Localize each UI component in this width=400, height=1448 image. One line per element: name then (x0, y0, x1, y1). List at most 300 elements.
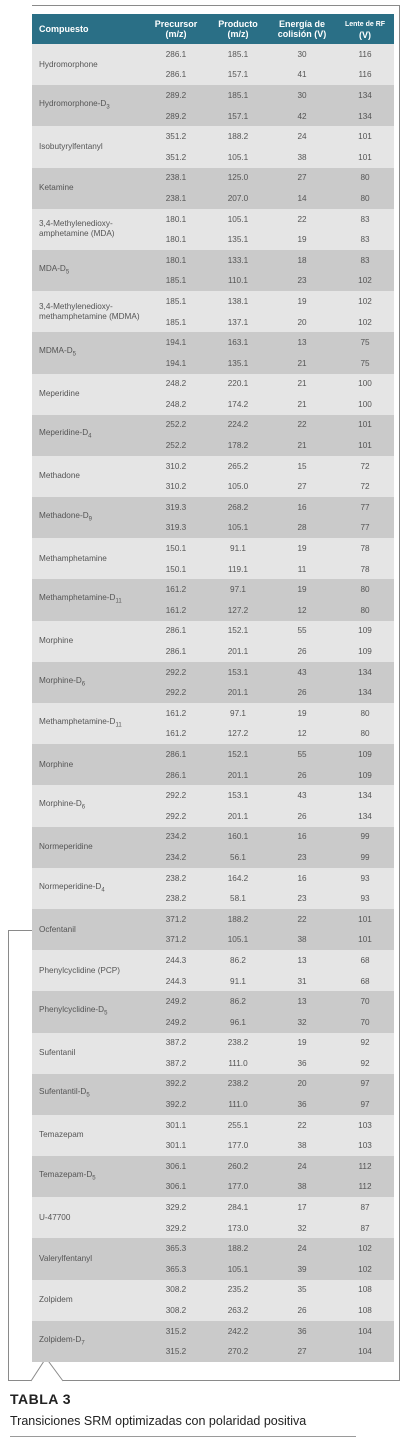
precursor-mz: 315.2 (144, 1321, 208, 1342)
collision-energy: 38 (268, 147, 336, 168)
rf-lens: 102 (336, 312, 394, 333)
product-mz: 268.2 (208, 497, 268, 518)
product-mz: 111.0 (208, 1094, 268, 1115)
table-row (32, 785, 394, 806)
compound-name: Phenylcyclidine (PCP) (32, 950, 144, 991)
collision-energy: 24 (268, 126, 336, 147)
product-mz: 263.2 (208, 1300, 268, 1321)
compound-name: 3,4-Methylenedioxy-methamphetamine (MDMA) (32, 291, 144, 332)
precursor-mz: 244.3 (144, 971, 208, 992)
product-mz: 86.2 (208, 950, 268, 971)
rf-lens: 93 (336, 888, 394, 909)
collision-energy: 39 (268, 1259, 336, 1280)
table-row (32, 1197, 394, 1218)
rf-lens: 134 (336, 106, 394, 127)
collision-energy: 36 (268, 1321, 336, 1342)
header-collision-energy: Energía de colisión (V) (268, 14, 336, 44)
compound-name: Normeperidine-$D_4$ (32, 868, 144, 909)
rf-lens: 97 (336, 1074, 394, 1095)
collision-energy: 26 (268, 765, 336, 786)
rf-lens: 80 (336, 188, 394, 209)
table-row (32, 44, 394, 65)
precursor-mz: 365.3 (144, 1238, 208, 1259)
precursor-mz: 194.1 (144, 353, 208, 374)
frame-line-left-tick (8, 930, 32, 931)
table-row (32, 1074, 394, 1095)
collision-energy: 21 (268, 374, 336, 395)
collision-energy: 16 (268, 827, 336, 848)
collision-energy: 11 (268, 559, 336, 580)
table-row (32, 126, 394, 147)
collision-energy: 22 (268, 1115, 336, 1136)
table-row (32, 703, 394, 724)
rf-lens: 102 (336, 1259, 394, 1280)
rf-lens: 75 (336, 332, 394, 353)
header-precursor: Precursor (m/z) (144, 14, 208, 44)
collision-energy: 15 (268, 456, 336, 477)
collision-energy: 22 (268, 209, 336, 230)
precursor-mz: 351.2 (144, 147, 208, 168)
precursor-mz: 301.1 (144, 1115, 208, 1136)
precursor-mz: 289.2 (144, 106, 208, 127)
collision-energy: 27 (268, 1341, 336, 1362)
product-mz: 135.1 (208, 229, 268, 250)
rf-lens: 78 (336, 559, 394, 580)
rf-lens: 100 (336, 394, 394, 415)
rf-lens: 83 (336, 229, 394, 250)
table-row (32, 744, 394, 765)
rf-lens: 80 (336, 168, 394, 189)
precursor-mz: 315.2 (144, 1341, 208, 1362)
precursor-mz: 292.2 (144, 682, 208, 703)
compound-name: Isobutyrylfentanyl (32, 126, 144, 167)
rf-lens: 108 (336, 1280, 394, 1301)
product-mz: 235.2 (208, 1280, 268, 1301)
precursor-mz: 310.2 (144, 456, 208, 477)
precursor-mz: 249.2 (144, 991, 208, 1012)
compound-name: Phenylcyclidine-$D_5$ (32, 991, 144, 1032)
rf-lens: 93 (336, 868, 394, 889)
product-mz: 173.0 (208, 1218, 268, 1239)
precursor-mz: 150.1 (144, 538, 208, 559)
product-mz: 174.2 (208, 394, 268, 415)
product-mz: 110.1 (208, 271, 268, 292)
collision-energy: 30 (268, 44, 336, 65)
collision-energy: 13 (268, 950, 336, 971)
collision-energy: 26 (268, 1300, 336, 1321)
product-mz: 97.1 (208, 703, 268, 724)
rf-lens: 101 (336, 415, 394, 436)
compound-name: Hydromorphone-$D_3$ (32, 85, 144, 126)
caption-divider (10, 1436, 356, 1437)
table-row (32, 1280, 394, 1301)
precursor-mz: 319.3 (144, 518, 208, 539)
precursor-mz: 185.1 (144, 271, 208, 292)
product-mz: 153.1 (208, 662, 268, 683)
product-mz: 91.1 (208, 971, 268, 992)
collision-energy: 19 (268, 579, 336, 600)
precursor-mz: 371.2 (144, 909, 208, 930)
product-mz: 260.2 (208, 1156, 268, 1177)
precursor-mz: 161.2 (144, 724, 208, 745)
rf-lens: 103 (336, 1115, 394, 1136)
precursor-mz: 351.2 (144, 126, 208, 147)
precursor-mz: 185.1 (144, 291, 208, 312)
collision-energy: 24 (268, 1156, 336, 1177)
collision-energy: 35 (268, 1280, 336, 1301)
product-mz: 56.1 (208, 847, 268, 868)
table-caption-title: TABLA 3 (10, 1391, 72, 1407)
product-mz: 201.1 (208, 765, 268, 786)
compound-name: Temazepam (32, 1115, 144, 1156)
rf-lens: 116 (336, 44, 394, 65)
product-mz: 157.1 (208, 106, 268, 127)
compound-name: Zolpidem (32, 1280, 144, 1321)
compound-name: Meperidine-$D_4$ (32, 415, 144, 456)
precursor-mz: 329.2 (144, 1197, 208, 1218)
table-row (32, 332, 394, 353)
table-row (32, 579, 394, 600)
collision-energy: 38 (268, 930, 336, 951)
compound-name: Methadone-$D_9$ (32, 497, 144, 538)
compound-name: Sufentantil-$D_5$ (32, 1074, 144, 1115)
collision-energy: 36 (268, 1094, 336, 1115)
product-mz: 105.1 (208, 209, 268, 230)
precursor-mz: 387.2 (144, 1053, 208, 1074)
rf-lens: 112 (336, 1156, 394, 1177)
collision-energy: 13 (268, 332, 336, 353)
rf-lens: 72 (336, 456, 394, 477)
collision-energy: 43 (268, 785, 336, 806)
precursor-mz: 150.1 (144, 559, 208, 580)
product-mz: 105.1 (208, 930, 268, 951)
rf-lens: 102 (336, 1238, 394, 1259)
rf-lens: 134 (336, 785, 394, 806)
collision-energy: 16 (268, 497, 336, 518)
rf-lens: 87 (336, 1218, 394, 1239)
compound-name: 3,4-Methylenedioxy-amphetamine (MDA) (32, 209, 144, 250)
product-mz: 188.2 (208, 1238, 268, 1259)
product-mz: 105.1 (208, 518, 268, 539)
precursor-mz: 161.2 (144, 703, 208, 724)
rf-lens: 80 (336, 579, 394, 600)
rf-lens: 77 (336, 497, 394, 518)
product-mz: 201.1 (208, 682, 268, 703)
precursor-mz: 292.2 (144, 785, 208, 806)
product-mz: 242.2 (208, 1321, 268, 1342)
collision-energy: 26 (268, 641, 336, 662)
precursor-mz: 252.2 (144, 415, 208, 436)
table-row (32, 209, 394, 230)
collision-energy: 22 (268, 909, 336, 930)
collision-energy: 38 (268, 1177, 336, 1198)
rf-lens: 112 (336, 1177, 394, 1198)
precursor-mz: 180.1 (144, 209, 208, 230)
precursor-mz: 310.2 (144, 476, 208, 497)
table-row (32, 497, 394, 518)
product-mz: 138.1 (208, 291, 268, 312)
compound-name: MDMA-$D_5$ (32, 332, 144, 373)
rf-lens: 92 (336, 1033, 394, 1054)
product-mz: 127.2 (208, 600, 268, 621)
rf-lens: 77 (336, 518, 394, 539)
table-row (32, 415, 394, 436)
table-caption-subtitle: Transiciones SRM optimizadas con polaridad positiva (10, 1414, 307, 1428)
collision-energy: 17 (268, 1197, 336, 1218)
product-mz: 188.2 (208, 126, 268, 147)
precursor-mz: 292.2 (144, 806, 208, 827)
rf-lens: 134 (336, 682, 394, 703)
frame-line-bottom-right (62, 1380, 400, 1381)
compound-name: Sufentanil (32, 1033, 144, 1074)
frame-line-top (32, 5, 400, 6)
precursor-mz: 234.2 (144, 847, 208, 868)
product-mz: 188.2 (208, 909, 268, 930)
table-row (32, 909, 394, 930)
table-row (32, 291, 394, 312)
collision-energy: 19 (268, 703, 336, 724)
product-mz: 91.1 (208, 538, 268, 559)
compound-name: Temazepam-$D_5$ (32, 1156, 144, 1197)
rf-lens: 102 (336, 271, 394, 292)
compound-name: Morphine (32, 744, 144, 785)
collision-energy: 13 (268, 991, 336, 1012)
precursor-mz: 161.2 (144, 600, 208, 621)
compound-name: Ketamine (32, 168, 144, 209)
product-mz: 137.1 (208, 312, 268, 333)
rf-lens: 72 (336, 476, 394, 497)
precursor-mz: 238.1 (144, 188, 208, 209)
product-mz: 133.1 (208, 250, 268, 271)
rf-lens: 80 (336, 703, 394, 724)
compound-name: U-47700 (32, 1197, 144, 1238)
precursor-mz: 301.1 (144, 1135, 208, 1156)
product-mz: 86.2 (208, 991, 268, 1012)
collision-energy: 43 (268, 662, 336, 683)
rf-lens: 83 (336, 250, 394, 271)
frame-line-left (8, 930, 9, 1381)
rf-lens: 97 (336, 1094, 394, 1115)
collision-energy: 27 (268, 476, 336, 497)
collision-energy: 23 (268, 888, 336, 909)
table-row (32, 538, 394, 559)
precursor-mz: 286.1 (144, 765, 208, 786)
compound-name: MDA-$D_5$ (32, 250, 144, 291)
collision-energy: 21 (268, 394, 336, 415)
precursor-mz: 387.2 (144, 1033, 208, 1054)
product-mz: 265.2 (208, 456, 268, 477)
table-row (32, 1321, 394, 1342)
collision-energy: 26 (268, 806, 336, 827)
product-mz: 284.1 (208, 1197, 268, 1218)
header-product: Producto (m/z) (208, 14, 268, 44)
header-rf-lens: Lente de RF (V) (336, 14, 394, 44)
precursor-mz: 249.2 (144, 1012, 208, 1033)
collision-energy: 30 (268, 85, 336, 106)
precursor-mz: 252.2 (144, 435, 208, 456)
precursor-mz: 289.2 (144, 85, 208, 106)
collision-energy: 41 (268, 65, 336, 86)
compound-name: Methamphetamine-$D_{11}$ (32, 703, 144, 744)
frame-line-bottom-left (8, 1380, 32, 1381)
collision-energy: 23 (268, 271, 336, 292)
product-mz: 220.1 (208, 374, 268, 395)
product-mz: 255.1 (208, 1115, 268, 1136)
product-mz: 97.1 (208, 579, 268, 600)
precursor-mz: 329.2 (144, 1218, 208, 1239)
precursor-mz: 238.2 (144, 888, 208, 909)
precursor-mz: 319.3 (144, 497, 208, 518)
precursor-mz: 234.2 (144, 827, 208, 848)
rf-lens: 134 (336, 85, 394, 106)
rf-lens: 83 (336, 209, 394, 230)
rf-lens: 70 (336, 1012, 394, 1033)
collision-energy: 55 (268, 621, 336, 642)
collision-energy: 42 (268, 106, 336, 127)
precursor-mz: 248.2 (144, 374, 208, 395)
table-row (32, 868, 394, 889)
rf-lens: 101 (336, 930, 394, 951)
collision-energy: 19 (268, 538, 336, 559)
collision-energy: 18 (268, 250, 336, 271)
precursor-mz: 306.1 (144, 1156, 208, 1177)
table-row (32, 456, 394, 477)
compound-name: Morphine-$D_6$ (32, 785, 144, 826)
product-mz: 185.1 (208, 85, 268, 106)
collision-energy: 21 (268, 353, 336, 374)
collision-energy: 27 (268, 168, 336, 189)
precursor-mz: 286.1 (144, 641, 208, 662)
product-mz: 177.0 (208, 1135, 268, 1156)
collision-energy: 32 (268, 1218, 336, 1239)
table-header-row (32, 14, 394, 44)
precursor-mz: 371.2 (144, 930, 208, 951)
rf-lens: 78 (336, 538, 394, 559)
collision-energy: 23 (268, 847, 336, 868)
product-mz: 125.0 (208, 168, 268, 189)
precursor-mz: 286.1 (144, 65, 208, 86)
product-mz: 177.0 (208, 1177, 268, 1198)
precursor-mz: 194.1 (144, 332, 208, 353)
precursor-mz: 392.2 (144, 1094, 208, 1115)
rf-lens: 109 (336, 641, 394, 662)
rf-lens: 102 (336, 291, 394, 312)
rf-lens: 80 (336, 600, 394, 621)
rf-lens: 68 (336, 950, 394, 971)
header-compound: Compuesto (32, 14, 144, 44)
rf-lens: 87 (336, 1197, 394, 1218)
table-row (32, 374, 394, 395)
precursor-mz: 286.1 (144, 744, 208, 765)
table-row (32, 250, 394, 271)
compound-name: Normeperidine (32, 827, 144, 868)
collision-energy: 12 (268, 600, 336, 621)
rf-lens: 134 (336, 806, 394, 827)
precursor-mz: 292.2 (144, 662, 208, 683)
compound-name: Morphine-$D_6$ (32, 662, 144, 703)
rf-lens: 104 (336, 1341, 394, 1362)
rf-lens: 99 (336, 827, 394, 848)
product-mz: 270.2 (208, 1341, 268, 1362)
rf-lens: 101 (336, 435, 394, 456)
table-row (32, 991, 394, 1012)
product-mz: 164.2 (208, 868, 268, 889)
rf-lens: 104 (336, 1321, 394, 1342)
compound-name: Morphine (32, 621, 144, 662)
precursor-mz: 286.1 (144, 44, 208, 65)
collision-energy: 20 (268, 1074, 336, 1095)
rf-lens: 116 (336, 65, 394, 86)
product-mz: 163.1 (208, 332, 268, 353)
compound-name: Valerylfentanyl (32, 1238, 144, 1279)
precursor-mz: 308.2 (144, 1280, 208, 1301)
product-mz: 201.1 (208, 806, 268, 827)
rf-lens: 75 (336, 353, 394, 374)
compound-name: Zolpidem-$D_7$ (32, 1321, 144, 1362)
table-row (32, 827, 394, 848)
rf-lens: 109 (336, 765, 394, 786)
product-mz: 105.1 (208, 147, 268, 168)
table-row (32, 168, 394, 189)
rf-lens: 108 (336, 1300, 394, 1321)
compound-name: Methamphetamine (32, 538, 144, 579)
srm-transitions-table (32, 14, 394, 1362)
compound-name: Methamphetamine-$D_{11}$ (32, 579, 144, 620)
rf-lens: 92 (336, 1053, 394, 1074)
compound-name: Methadone (32, 456, 144, 497)
product-mz: 153.1 (208, 785, 268, 806)
precursor-mz: 248.2 (144, 394, 208, 415)
collision-energy: 19 (268, 229, 336, 250)
rf-lens: 134 (336, 662, 394, 683)
precursor-mz: 180.1 (144, 229, 208, 250)
precursor-mz: 161.2 (144, 579, 208, 600)
product-mz: 152.1 (208, 744, 268, 765)
product-mz: 238.2 (208, 1033, 268, 1054)
rf-lens: 68 (336, 971, 394, 992)
rf-lens: 101 (336, 147, 394, 168)
product-mz: 207.0 (208, 188, 268, 209)
table-row (32, 1238, 394, 1259)
product-mz: 111.0 (208, 1053, 268, 1074)
collision-energy: 38 (268, 1135, 336, 1156)
product-mz: 157.1 (208, 65, 268, 86)
rf-lens: 109 (336, 744, 394, 765)
product-mz: 127.2 (208, 724, 268, 745)
product-mz: 160.1 (208, 827, 268, 848)
table-row (32, 85, 394, 106)
product-mz: 119.1 (208, 559, 268, 580)
precursor-mz: 180.1 (144, 250, 208, 271)
precursor-mz: 244.3 (144, 950, 208, 971)
rf-lens: 99 (336, 847, 394, 868)
collision-energy: 22 (268, 415, 336, 436)
precursor-mz: 238.2 (144, 868, 208, 889)
table-row (32, 1033, 394, 1054)
table-row (32, 950, 394, 971)
collision-energy: 19 (268, 1033, 336, 1054)
collision-energy: 12 (268, 724, 336, 745)
product-mz: 96.1 (208, 1012, 268, 1033)
rf-lens: 101 (336, 909, 394, 930)
rf-lens: 100 (336, 374, 394, 395)
collision-energy: 36 (268, 1053, 336, 1074)
precursor-mz: 238.1 (144, 168, 208, 189)
product-mz: 105.0 (208, 476, 268, 497)
collision-energy: 14 (268, 188, 336, 209)
collision-energy: 20 (268, 312, 336, 333)
product-mz: 178.2 (208, 435, 268, 456)
